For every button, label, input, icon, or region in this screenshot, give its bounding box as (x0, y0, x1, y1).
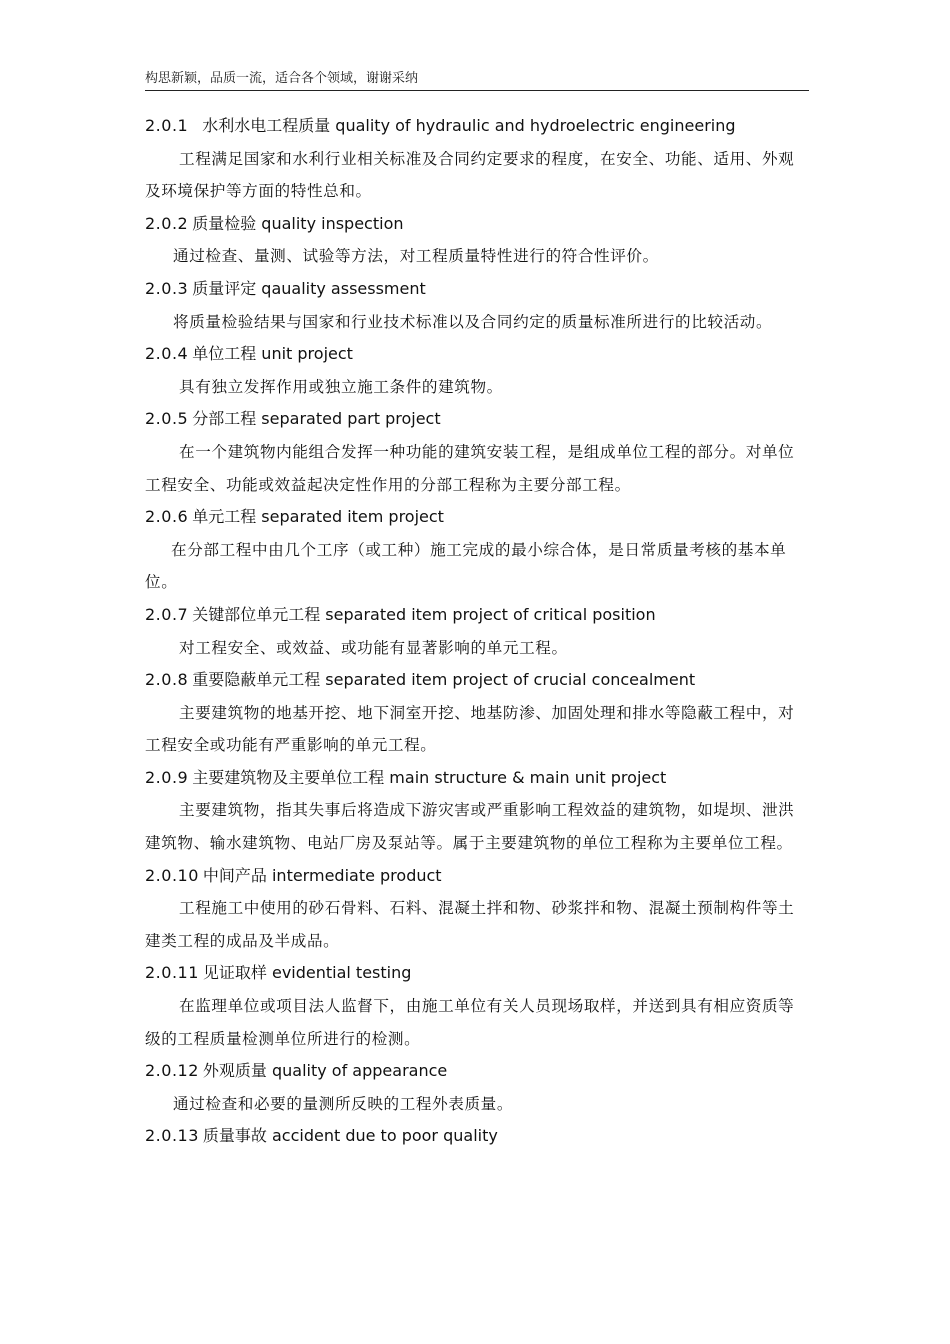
term-definition: 通过检查、量测、试验等方法，对工程质量特性进行的符合性评价。 (173, 247, 659, 266)
term-title: 质量检验 quality inspection (192, 213, 404, 233)
term-heading (145, 208, 809, 241)
page-header: 构思新颖，品质一流，适合各个领域，谢谢采纳 (145, 68, 809, 91)
term-heading (145, 338, 809, 371)
term-number: 2.0.9 (145, 767, 189, 787)
term-definition: 在一个建筑物内能组合发挥一种功能的建筑安装工程，是组成单位工程的部分。对单位工程安全、功能或效益起决定性作用的分部工程称为主要分部工程。 (145, 442, 795, 494)
term-heading (145, 110, 809, 143)
term-definition: 对工程安全、或效益、或功能有显著影响的单元工程。 (179, 638, 568, 657)
term-definition: 工程施工中使用的砂石骨料、石料、混凝土拌和物、砂浆拌和物、混凝土预制构件等土建类工程的成品及半成品。 (145, 899, 795, 950)
term-heading (145, 664, 809, 697)
term-title: 水利水电工程质量 quality of hydraulic and hydroelectric engineering (202, 116, 736, 135)
term-number: 2.0.6 (145, 507, 189, 527)
term-number: 2.0.10 (145, 865, 199, 885)
term-title: 主要建筑物及主要单位工程 main structure & main unit project (192, 767, 667, 787)
term-title: 外观质量 quality of appearance (202, 1061, 448, 1081)
term-number: 2.0.4 (145, 344, 189, 364)
term-number: 2.0.13 (145, 1126, 199, 1146)
term-definition: 工程满足国家和水利行业相关标准及合同约定要求的程度，在安全、功能、适用、外观及环境保护等方面的特性总和。 (145, 149, 795, 201)
term-title: 关键部位单元工程 separated item project of critical position (192, 604, 656, 624)
term-title: 中间产品 intermediate product (202, 865, 442, 885)
term-heading (145, 1120, 809, 1153)
term-number: 2.0.2 (145, 213, 189, 233)
term-number: 2.0.3 (145, 278, 189, 298)
term-heading (145, 599, 809, 632)
term-title: 重要隐蔽单元工程 separated item project of crucial concealment (192, 670, 696, 690)
term-definition: 将质量检验结果与国家和行业技术标准以及合同约定的质量标准所进行的比较活动。 (173, 312, 773, 331)
term-number: 2.0.5 (145, 409, 189, 429)
term-definition: 在监理单位或项目法人监督下，由施工单位有关人员现场取样，并送到具有相应资质等级的工程质量检测单位所进行的检测。 (145, 997, 795, 1048)
term-heading (145, 273, 809, 306)
term-number: 2.0.11 (145, 963, 199, 983)
term-number: 2.0.7 (145, 604, 189, 624)
term-number: 2.0.8 (145, 670, 189, 690)
term-title: 质量事故 accident due to poor quality (202, 1126, 498, 1146)
term-definition: 在分部工程中由几个工序（或工种）施工完成的最小综合体，是日常质量考核的基本单位。 (145, 540, 787, 592)
term-definition: 通过检查和必要的量测所反映的工程外表质量。 (173, 1094, 514, 1113)
term-number: 2.0.1 (145, 116, 189, 135)
term-heading (145, 860, 809, 893)
term-heading (145, 957, 809, 990)
term-heading (145, 403, 809, 436)
definitions-list (145, 110, 809, 1153)
term-definition: 主要建筑物，指其失事后将造成下游灾害或严重影响工程效益的建筑物，如堤坝、泄洪建筑物、输水建筑物、电站厂房及泵站等。属于主要建筑物的单位工程称为主要单位工程。 (145, 801, 795, 853)
term-title: 见证取样 evidential testing (202, 963, 412, 983)
term-number: 2.0.12 (145, 1061, 199, 1081)
term-title: 单元工程 separated item project (192, 507, 444, 527)
term-heading (145, 762, 809, 795)
term-heading (145, 1055, 809, 1088)
term-heading (145, 501, 809, 534)
term-title: 单位工程 unit project (192, 344, 353, 364)
term-definition: 主要建筑物的地基开挖、地下洞室开挖、地基防渗、加固处理和排水等隐蔽工程中，对工程安全或功能有严重影响的单元工程。 (145, 703, 795, 755)
term-title: 质量评定 qauality assessment (192, 278, 426, 298)
term-definition: 具有独立发挥作用或独立施工条件的建筑物。 (179, 377, 503, 396)
term-title: 分部工程 separated part project (192, 409, 441, 429)
